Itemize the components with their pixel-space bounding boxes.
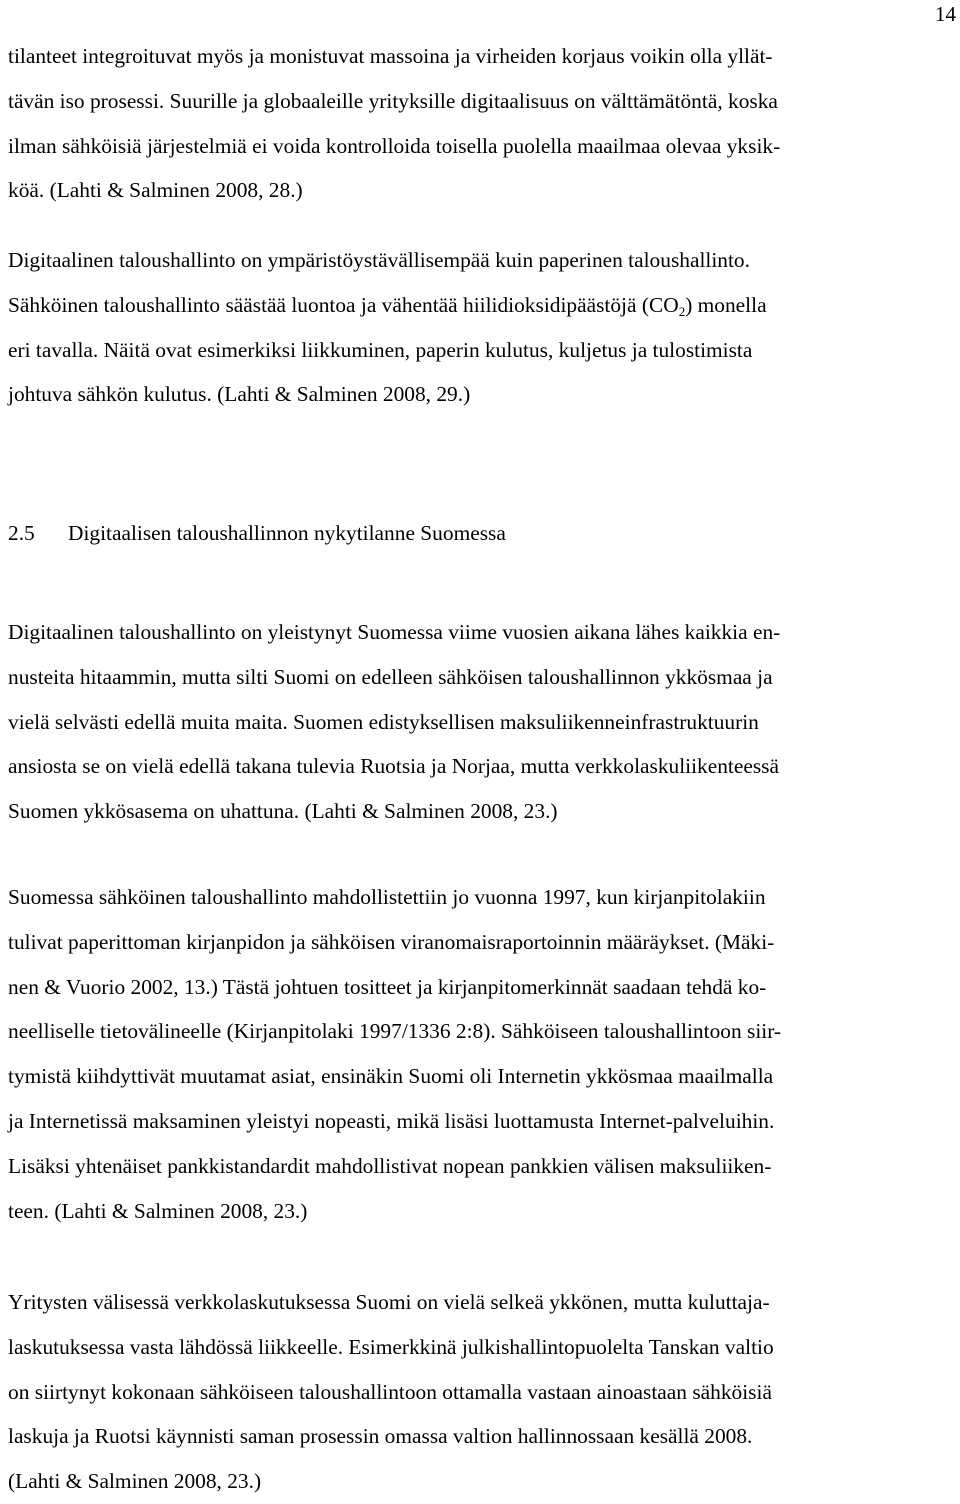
- text-line: vielä selvästi edellä muita maita. Suomen edistyksellisen maksuliikenneinfrastruktuurin: [8, 709, 759, 734]
- paragraph-2: [8, 238, 944, 417]
- paragraph-4: [8, 875, 944, 1233]
- section-heading: [8, 511, 944, 556]
- co2-subscript: 2: [678, 303, 686, 319]
- text-line: tävän iso prosessi. Suurille ja globaaleille yrityksille digitaalisuus on välttämätöntä, koska: [8, 88, 778, 113]
- text-line: Yritysten välisessä verkkolaskutuksessa Suomi on vielä selkeä ykkönen, mutta kuluttaja-: [8, 1290, 770, 1314]
- text-line: tymistä kiihdyttivät muutamat asiat, ensinäkin Suomi oli Internetin ykkösmaa maailmalla: [8, 1064, 774, 1089]
- text-line: köä. (Lahti & Salminen 2008, 28.): [8, 178, 303, 203]
- text-line: ansiosta se on vielä edellä takana tulevia Ruotsia ja Norjaa, mutta verkkolaskuliikenteessä: [8, 754, 780, 779]
- text-line: Digitaalinen taloushallinto on ympäristöystävällisempää kuin paperinen taloushallinto.: [8, 248, 750, 272]
- text-line: tilanteet integroituvat myös ja monistuvat massoina ja virheiden korjaus voikin olla yllät-: [8, 44, 773, 68]
- text-line: ja Internetissä maksaminen yleistyi nopeasti, mikä lisäsi luottamusta Internet-palveluihin.: [8, 1108, 775, 1133]
- text-line: johtuva sähkön kulutus. (Lahti & Salminen 2008, 29.): [8, 382, 471, 407]
- co2-after: ) monella: [685, 292, 767, 317]
- co2-before: Sähköinen taloushallinto säästää luontoa ja vähentää hiilidioksidipäästöjä (CO: [8, 292, 679, 317]
- text-line: laskutuksessa vasta lähdössä liikkeelle. Esimerkkinä julkishallintopuolelta Tanskan valtio: [8, 1334, 774, 1359]
- text-line: ilman sähköisiä järjestelmiä ei voida kontrolloida toisella puolella maailmaa olevaa yksik-: [8, 133, 781, 158]
- section-title: Digitaalisen taloushallinnon nykytilanne Suomessa: [68, 521, 506, 545]
- text-line: nen & Vuorio 2002, 13.) Tästä johtuen tositteet ja kirjanpitomerkinnät saadaan tehdä ko-: [8, 974, 767, 999]
- text-line: tulivat paperittoman kirjanpidon ja sähköisen viranomaisraportoinnin määräykset. (Mäki-: [8, 929, 775, 954]
- text-line: nusteita hitaammin, mutta silti Suomi on edelleen sähköisen taloushallinnon ykkösmaa ja: [8, 664, 773, 689]
- text-line: laskuja ja Ruotsi käynnisti saman prosessin omassa valtion hallinnossaan kesällä 2008.: [8, 1424, 753, 1449]
- text-line: eri tavalla. Näitä ovat esimerkiksi liikkuminen, paperin kulutus, kuljetus ja tulostimista: [8, 337, 753, 362]
- text-line: on siirtynyt kokonaan sähköiseen taloushallintoon ottamalla vastaan ainoastaan sähköisiä: [8, 1379, 772, 1404]
- text-line: (Lahti & Salminen 2008, 23.): [8, 1469, 262, 1494]
- text-line-co2: [8, 283, 944, 328]
- paragraph-3: [8, 610, 944, 834]
- text-line: Suomessa sähköinen taloushallinto mahdollistettiin jo vuonna 1997, kun kirjanpitolakiin: [8, 885, 766, 909]
- text-line: neelliselle tietovälineelle (Kirjanpitolaki 1997/1336 2:8). Sähköiseen taloushallintoon siir-: [8, 1019, 782, 1044]
- page-number: 14: [935, 2, 956, 26]
- text-line: Lisäksi yhtenäiset pankkistandardit mahdollistivat nopean pankkien välisen maksuliiken-: [8, 1153, 772, 1178]
- text-line: teen. (Lahti & Salminen 2008, 23.): [8, 1198, 308, 1223]
- text-line: Suomen ykkösasema on uhattuna. (Lahti & Salminen 2008, 23.): [8, 799, 558, 824]
- section-number: 2.5: [8, 521, 35, 545]
- text-line: Digitaalinen taloushallinto on yleistynyt Suomessa viime vuosien aikana lähes kaikkia en-: [8, 620, 781, 644]
- paragraph-1: [8, 34, 944, 213]
- paragraph-5: [8, 1280, 944, 1504]
